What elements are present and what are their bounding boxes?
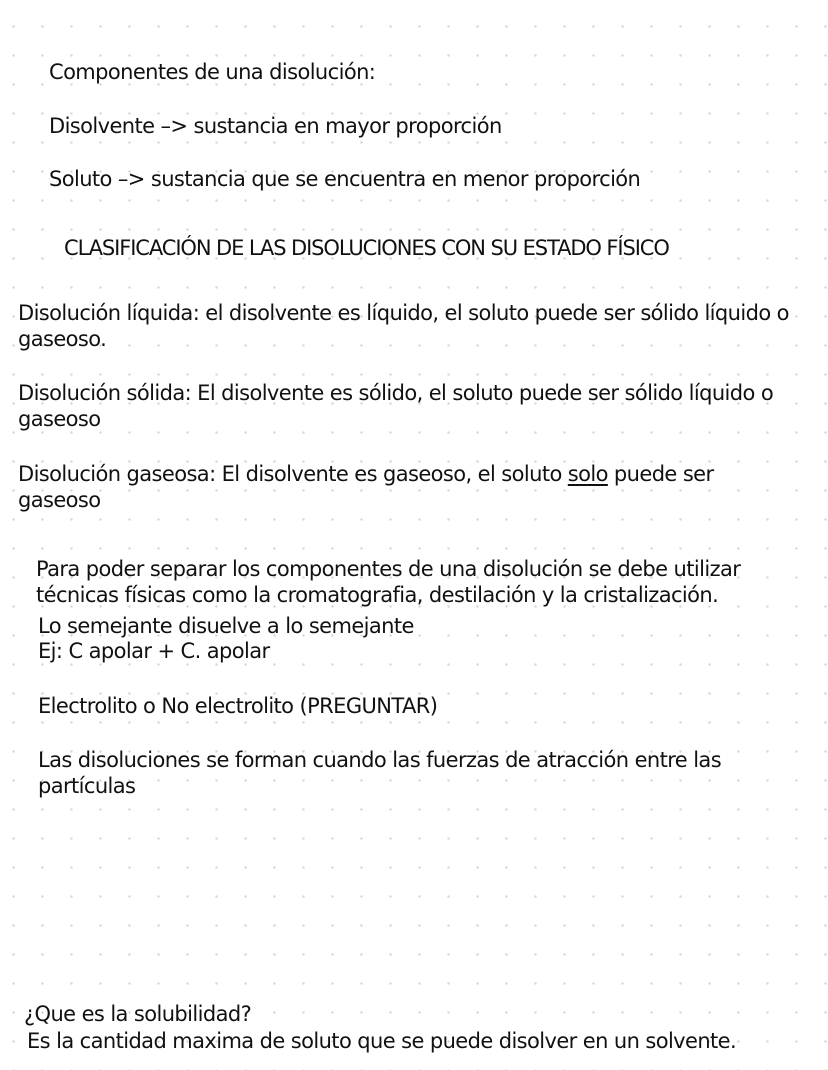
separation-line1: Para poder separar los componentes de una disolución se debe utilizar — [36, 557, 741, 581]
solid-solution-line1: Disolución sólida: El disolvente es sólido, el soluto puede ser sólido líquido o — [18, 381, 774, 405]
gas-solution-line2: gaseoso — [18, 488, 101, 512]
components-title: Componentes de una disolución: — [49, 60, 376, 84]
gas-solution-line1 — [18, 461, 714, 487]
solubility-question: ¿Que es la solubilidad? — [24, 1002, 252, 1026]
liquid-solution-line2: gaseoso. — [18, 327, 107, 351]
solute-definition: Soluto –> sustancia que se encuentra en menor proporción — [49, 167, 641, 191]
similar-dissolves-example: Ej: C apolar + C. apolar — [38, 639, 270, 663]
formation-line1: Las disoluciones se forman cuando las fuerzas de atracción entre las — [38, 748, 722, 772]
solvent-definition: Disolvente –> sustancia en mayor proporción — [49, 114, 502, 138]
formation-line2: partículas — [38, 774, 136, 798]
similar-dissolves-line1: Lo semejante disuelve a lo semejante — [38, 614, 414, 638]
liquid-solution-line1: Disolución líquida: el disolvente es líquido, el soluto puede ser sólido líquido o — [18, 301, 789, 325]
solubility-answer: Es la cantidad maxima de soluto que se puede disolver en un solvente. — [27, 1029, 737, 1053]
separation-line2: técnicas físicas como la cromatografia, destilación y la cristalización. — [36, 583, 719, 607]
electrolyte-note: Electrolito o No electrolito (PREGUNTAR) — [38, 694, 438, 718]
gas-solution-text-before: Disolución gaseosa: El disolvente es gaseoso, el soluto — [18, 462, 568, 486]
solid-solution-line2: gaseoso — [18, 407, 101, 431]
classification-heading: CLASIFICACIÓN DE LAS DISOLUCIONES CON SU ESTADO FÍSICO — [64, 236, 669, 260]
gas-solution-underlined-word: solo — [567, 462, 608, 486]
gas-solution-text-after: puede ser — [607, 462, 714, 486]
